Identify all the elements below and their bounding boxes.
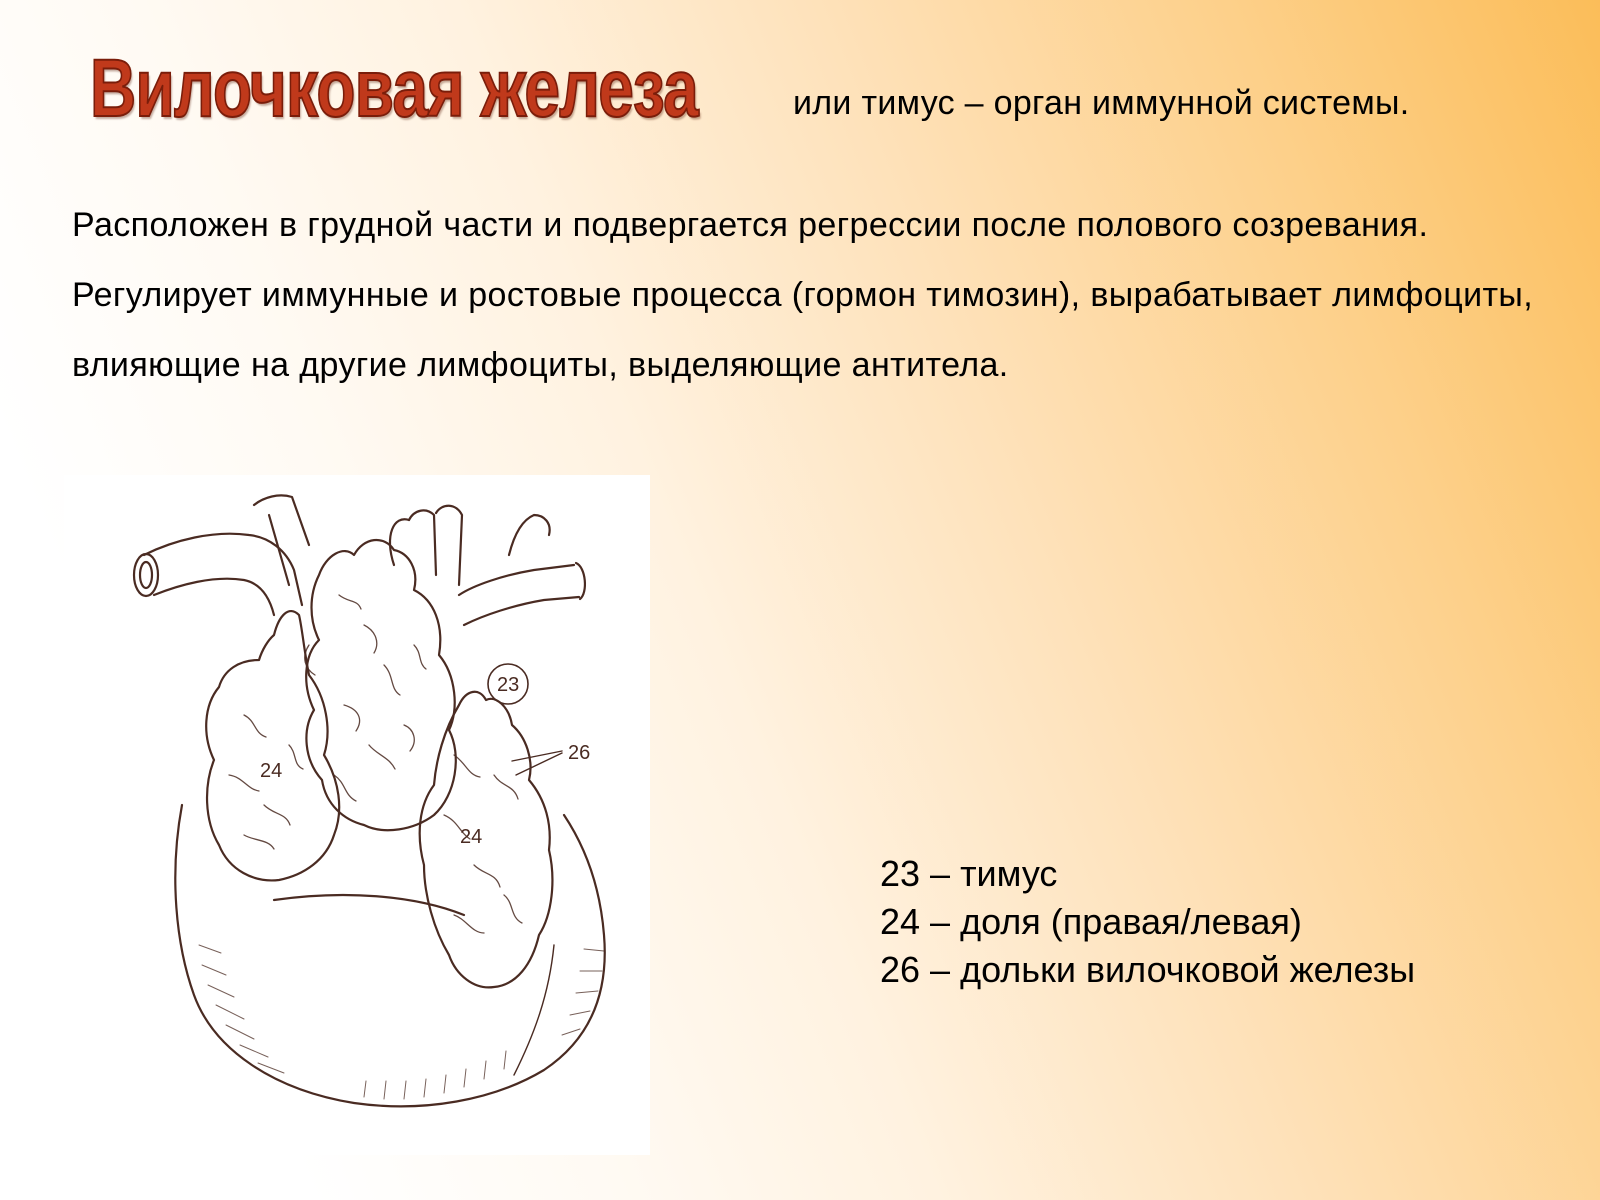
- thymus-right-lobe: [420, 692, 553, 988]
- legend-item-23: 23 – тимус: [880, 853, 1058, 894]
- figure-legend: [880, 850, 1415, 994]
- legend-item-24: 24 – доля (правая/левая): [880, 901, 1302, 942]
- thymus-illustration: [64, 475, 650, 1155]
- label-24-left: 24: [260, 760, 283, 782]
- slide-subtitle: или тимус – орган иммунной системы.: [793, 84, 1410, 122]
- label-24-right: 24: [460, 826, 483, 848]
- label-26: 26: [568, 742, 591, 764]
- paragraph-function: Регулирует иммунные и ростовые процесса (гормон тимозин), вырабатывает лимфоциты, влияющие на другие лимфоциты, выделяющие антитела.: [72, 276, 1534, 384]
- heart-outline: [175, 805, 604, 1106]
- thymus-left-lobe: [206, 611, 339, 880]
- paragraph-location: Расположен в грудной части и подвергается регрессии после полового созревания.: [72, 206, 1429, 244]
- thymus-drawing: [64, 475, 650, 1155]
- label-23: 23: [497, 674, 520, 696]
- legend-item-26: 26 – дольки вилочковой железы: [880, 949, 1416, 990]
- body-text: [72, 190, 1552, 400]
- slide-title: Вилочковая железа: [90, 43, 698, 134]
